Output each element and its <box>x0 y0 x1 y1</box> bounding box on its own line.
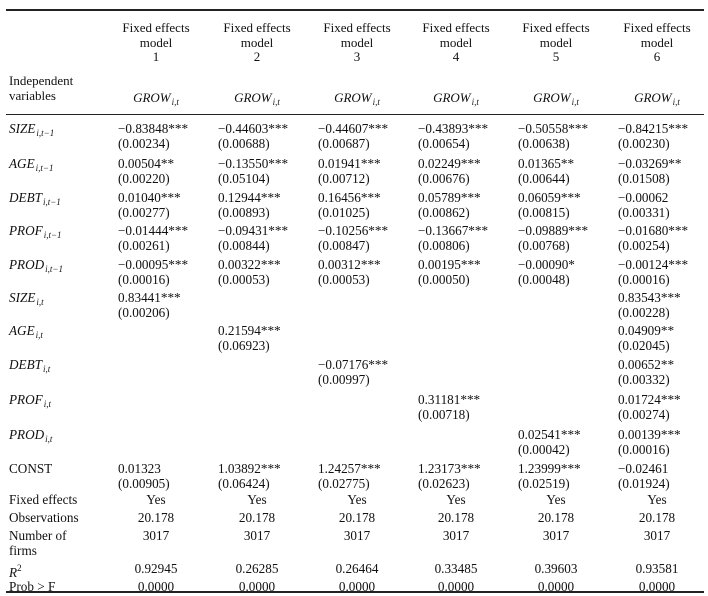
coefficient-cell: 0.00322*** <box>218 257 281 272</box>
standard-error-cell: (0.06424) <box>218 476 270 491</box>
dependent-variable-name: GROW <box>133 90 171 105</box>
variable-subscript: i,t <box>45 434 53 444</box>
variable-name: DEBT <box>9 190 42 205</box>
coefficient-cell: 0.06059*** <box>518 190 581 205</box>
variable-label <box>9 257 63 277</box>
model-header-line: Fixed effects <box>422 20 490 35</box>
statistic-value: 0.0000 <box>338 579 376 594</box>
standard-error-cell: (0.00332) <box>618 372 670 387</box>
variable-subscript: i,t−1 <box>42 197 61 207</box>
variable-label <box>9 290 44 310</box>
variable-name: PROF <box>9 223 43 238</box>
coefficient-cell: −0.44603*** <box>218 121 289 136</box>
statistic-value: Yes <box>347 492 367 507</box>
statistic-value: 0.92945 <box>134 561 178 576</box>
coefficient-cell: 0.31181*** <box>418 392 481 407</box>
standard-error-cell: (0.00016) <box>618 272 670 287</box>
dependent-variable <box>607 91 707 110</box>
standard-error-cell: (0.00638) <box>518 136 570 151</box>
dependent-variable <box>106 91 206 110</box>
dependent-variable-subscript: i,t <box>272 97 280 107</box>
coefficient-cell: 1.24257*** <box>318 461 381 476</box>
statistic-value: 0.0000 <box>437 579 475 594</box>
dependent-variable <box>406 91 506 110</box>
statistic-label-line: Observations <box>9 510 79 525</box>
standard-error-cell: (0.00254) <box>618 238 670 253</box>
model-header-line: Fixed effects <box>223 20 291 35</box>
statistic-value: 3017 <box>643 528 671 543</box>
variable-name: CONST <box>9 461 53 476</box>
model-header-line: model <box>139 34 173 50</box>
variable-subscript: i,t−1 <box>45 264 63 274</box>
variable-label <box>9 392 51 412</box>
variable-subscript: i,t−1 <box>43 230 62 240</box>
coefficient-cell: 0.83441*** <box>118 290 181 305</box>
dependent-variable <box>207 91 307 110</box>
statistic-label-line: firms <box>9 543 37 558</box>
variable-name: PROF <box>9 392 43 407</box>
standard-error-cell: (0.01025) <box>318 205 370 220</box>
standard-error-cell: (0.00016) <box>618 442 670 457</box>
statistic-value: Yes <box>546 492 566 507</box>
coefficient-cell: −0.07176*** <box>318 357 389 372</box>
variable-subscript: i,t <box>43 399 51 409</box>
model-header-line: Fixed effects <box>323 20 391 35</box>
statistic-label <box>9 561 22 580</box>
coefficient-cell: 0.16456*** <box>318 190 381 205</box>
standard-error-cell: (0.00331) <box>618 205 670 220</box>
coefficient-cell: −0.00095*** <box>118 257 189 272</box>
model-header-line: Fixed effects <box>122 20 190 35</box>
dependent-variable-name: GROW <box>334 90 372 105</box>
standard-error-cell: (0.00277) <box>118 205 170 220</box>
coefficient-cell: 0.83543*** <box>618 290 681 305</box>
dependent-variable-subscript: i,t <box>171 97 179 107</box>
coefficient-cell: 1.03892*** <box>218 461 281 476</box>
variable-name: DEBT <box>9 357 42 372</box>
independent-variables-label-line: Independent <box>9 73 74 88</box>
coefficient-cell: 0.00312*** <box>318 257 381 272</box>
coefficient-cell: −0.01680*** <box>618 223 689 238</box>
model-header-line: model <box>539 34 573 50</box>
dependent-variable-name: GROW <box>634 90 672 105</box>
model-header <box>307 21 407 65</box>
dependent-variable-subscript: i,t <box>672 97 680 107</box>
standard-error-cell: (0.02045) <box>618 338 670 353</box>
statistic-value: 0.33485 <box>434 561 478 576</box>
variable-subscript: i,t−1 <box>35 163 54 173</box>
model-header-line: 1 <box>152 49 160 64</box>
model-header <box>406 21 506 65</box>
model-header-line: Fixed effects <box>522 20 590 35</box>
coefficient-cell: 0.02541*** <box>518 427 581 442</box>
standard-error-cell: (0.00228) <box>618 305 670 320</box>
variable-name: PROD <box>9 427 45 442</box>
variable-label <box>9 121 54 141</box>
statistic-value: 20.178 <box>338 510 376 525</box>
standard-error-cell: (0.00654) <box>418 136 470 151</box>
coefficient-cell: 0.01040*** <box>118 190 181 205</box>
independent-variables-label <box>9 73 73 103</box>
standard-error-cell: (0.00644) <box>518 171 570 186</box>
coefficient-cell: 0.01941*** <box>318 156 381 171</box>
variable-subscript: i,t <box>36 297 44 307</box>
standard-error-cell: (0.05104) <box>218 171 270 186</box>
standard-error-cell: (0.00220) <box>118 171 170 186</box>
standard-error-cell: (0.00893) <box>218 205 270 220</box>
standard-error-cell: (0.00905) <box>118 476 170 491</box>
statistic-value: 3017 <box>343 528 371 543</box>
coefficient-cell: 0.02249*** <box>418 156 481 171</box>
model-header <box>506 21 606 65</box>
coefficient-cell: −0.00124*** <box>618 257 689 272</box>
coefficient-cell: −0.13550*** <box>218 156 289 171</box>
statistic-value: Yes <box>647 492 667 507</box>
standard-error-cell: (0.00806) <box>418 238 470 253</box>
coefficient-cell: 0.00652** <box>618 357 675 372</box>
dependent-variable-name: GROW <box>533 90 571 105</box>
statistic-value: Yes <box>446 492 466 507</box>
statistic-value: 3017 <box>542 528 570 543</box>
variable-label <box>9 427 52 447</box>
standard-error-cell: (0.00206) <box>118 305 170 320</box>
statistic-label-line <box>9 561 22 580</box>
standard-error-cell: (0.00718) <box>418 407 470 422</box>
statistic-value: 0.93581 <box>635 561 679 576</box>
coefficient-cell: 0.04909** <box>618 323 675 338</box>
standard-error-cell: (0.02775) <box>318 476 370 491</box>
statistic-value: 20.178 <box>537 510 575 525</box>
standard-error-cell: (0.00261) <box>118 238 170 253</box>
standard-error-cell: (0.00688) <box>218 136 270 151</box>
coefficient-cell: −0.02461 <box>618 461 669 476</box>
standard-error-cell: (0.02519) <box>518 476 570 491</box>
model-header-line: model <box>640 34 674 50</box>
variable-label <box>9 156 53 176</box>
standard-error-cell: (0.00053) <box>318 272 370 287</box>
model-header-line: model <box>439 34 473 50</box>
variable-label <box>9 223 62 243</box>
coefficient-cell: −0.43893*** <box>418 121 489 136</box>
statistic-label-line: Number of <box>9 528 67 543</box>
coefficient-cell: 0.01724*** <box>618 392 681 407</box>
coefficient-cell: 1.23999*** <box>518 461 581 476</box>
statistic-value: 0.26464 <box>335 561 379 576</box>
dependent-variable-subscript: i,t <box>571 97 579 107</box>
dependent-variable-subscript: i,t <box>372 97 380 107</box>
dependent-variable <box>307 91 407 110</box>
independent-variables-label-line: variables <box>9 88 56 103</box>
model-header-line: model <box>240 34 274 50</box>
coefficient-cell: 0.00195*** <box>418 257 481 272</box>
variable-name: SIZE <box>9 290 36 305</box>
standard-error-cell: (0.00687) <box>318 136 370 151</box>
coefficient-cell: 0.01323 <box>118 461 161 476</box>
statistic-value: 0.0000 <box>137 579 175 594</box>
standard-error-cell: (0.00274) <box>618 407 670 422</box>
variable-name: PROD <box>9 257 45 272</box>
variable-name: AGE <box>9 323 35 338</box>
coefficient-cell: −0.10256*** <box>318 223 389 238</box>
variable-subscript: i,t−1 <box>36 128 55 138</box>
statistic-value: Yes <box>146 492 166 507</box>
statistic-value: 3017 <box>142 528 170 543</box>
statistic-label-line: Fixed effects <box>9 492 78 507</box>
standard-error-cell: (0.00862) <box>418 205 470 220</box>
standard-error-cell: (0.01924) <box>618 476 670 491</box>
coefficient-cell: −0.03269** <box>618 156 682 171</box>
standard-error-cell: (0.00050) <box>418 272 470 287</box>
model-header-line: 4 <box>452 49 460 64</box>
model-header-line: model <box>340 34 374 50</box>
statistic-label <box>9 528 67 558</box>
standard-error-cell: (0.01508) <box>618 171 670 186</box>
coefficient-cell: 1.23173*** <box>418 461 481 476</box>
variable-label <box>9 461 52 476</box>
standard-error-cell: (0.00048) <box>518 272 570 287</box>
model-header <box>106 21 206 65</box>
dependent-variable-name: GROW <box>433 90 471 105</box>
statistic-value: 20.178 <box>638 510 676 525</box>
variable-label <box>9 323 43 343</box>
statistic-value: 0.0000 <box>537 579 575 594</box>
model-header-line: Fixed effects <box>623 20 691 35</box>
standard-error-cell: (0.00042) <box>518 442 570 457</box>
coefficient-cell: 0.12944*** <box>218 190 281 205</box>
statistic-label <box>9 579 55 594</box>
standard-error-cell: (0.00712) <box>318 171 370 186</box>
statistic-value: 3017 <box>442 528 470 543</box>
coefficient-cell: −0.00062 <box>618 190 669 205</box>
standard-error-cell: (0.00234) <box>118 136 170 151</box>
standard-error-cell: (0.00844) <box>218 238 270 253</box>
coefficient-cell: −0.00090* <box>518 257 575 272</box>
statistic-symbol: R <box>9 565 18 580</box>
standard-error-cell: (0.02623) <box>418 476 470 491</box>
model-header <box>607 21 707 65</box>
variable-name: SIZE <box>9 121 36 136</box>
coefficient-cell: 0.01365** <box>518 156 575 171</box>
standard-error-cell: (0.00016) <box>118 272 170 287</box>
statistic-label <box>9 510 79 525</box>
coefficient-cell: 0.21594*** <box>218 323 281 338</box>
standard-error-cell: (0.06923) <box>218 338 270 353</box>
model-header-line: 2 <box>253 49 261 64</box>
coefficient-cell: −0.84215*** <box>618 121 689 136</box>
statistic-value: 3017 <box>243 528 271 543</box>
coefficient-cell: −0.50558*** <box>518 121 589 136</box>
statistic-label <box>9 492 77 507</box>
coefficient-cell: −0.44607*** <box>318 121 389 136</box>
variable-subscript: i,t <box>35 330 43 340</box>
statistic-value: 0.0000 <box>238 579 276 594</box>
statistic-value: 0.39603 <box>534 561 578 576</box>
standard-error-cell: (0.00230) <box>618 136 670 151</box>
standard-error-cell: (0.00847) <box>318 238 370 253</box>
variable-label <box>9 190 61 210</box>
standard-error-cell: (0.00053) <box>218 272 270 287</box>
model-header-line: 5 <box>552 49 560 64</box>
statistic-value: 0.0000 <box>638 579 676 594</box>
coefficient-cell: 0.00139*** <box>618 427 681 442</box>
statistic-value: Yes <box>247 492 267 507</box>
statistic-label-line: Prob > F <box>9 579 56 594</box>
coefficient-cell: −0.09431*** <box>218 223 289 238</box>
statistic-value: 20.178 <box>437 510 475 525</box>
variable-subscript: i,t <box>42 364 51 374</box>
variable-label <box>9 357 50 377</box>
statistic-value: 20.178 <box>238 510 276 525</box>
coefficient-cell: −0.01444*** <box>118 223 189 238</box>
standard-error-cell: (0.00997) <box>318 372 370 387</box>
coefficient-cell: −0.83848*** <box>118 121 189 136</box>
statistic-superscript: 2 <box>17 563 22 573</box>
coefficient-cell: 0.00504** <box>118 156 175 171</box>
dependent-variable-subscript: i,t <box>471 97 479 107</box>
model-header <box>207 21 307 65</box>
model-header-line: 3 <box>353 49 361 64</box>
coefficient-cell: −0.13667*** <box>418 223 489 238</box>
dependent-variable <box>506 91 606 110</box>
standard-error-cell: (0.00815) <box>518 205 570 220</box>
statistic-value: 20.178 <box>137 510 175 525</box>
top-rule <box>6 9 704 11</box>
header-rule <box>6 114 704 115</box>
variable-name: AGE <box>9 156 35 171</box>
coefficient-cell: 0.05789*** <box>418 190 481 205</box>
model-header-line: 6 <box>653 49 661 64</box>
dependent-variable-name: GROW <box>234 90 272 105</box>
standard-error-cell: (0.00768) <box>518 238 570 253</box>
statistic-value: 0.26285 <box>235 561 279 576</box>
standard-error-cell: (0.00676) <box>418 171 470 186</box>
coefficient-cell: −0.09889*** <box>518 223 589 238</box>
